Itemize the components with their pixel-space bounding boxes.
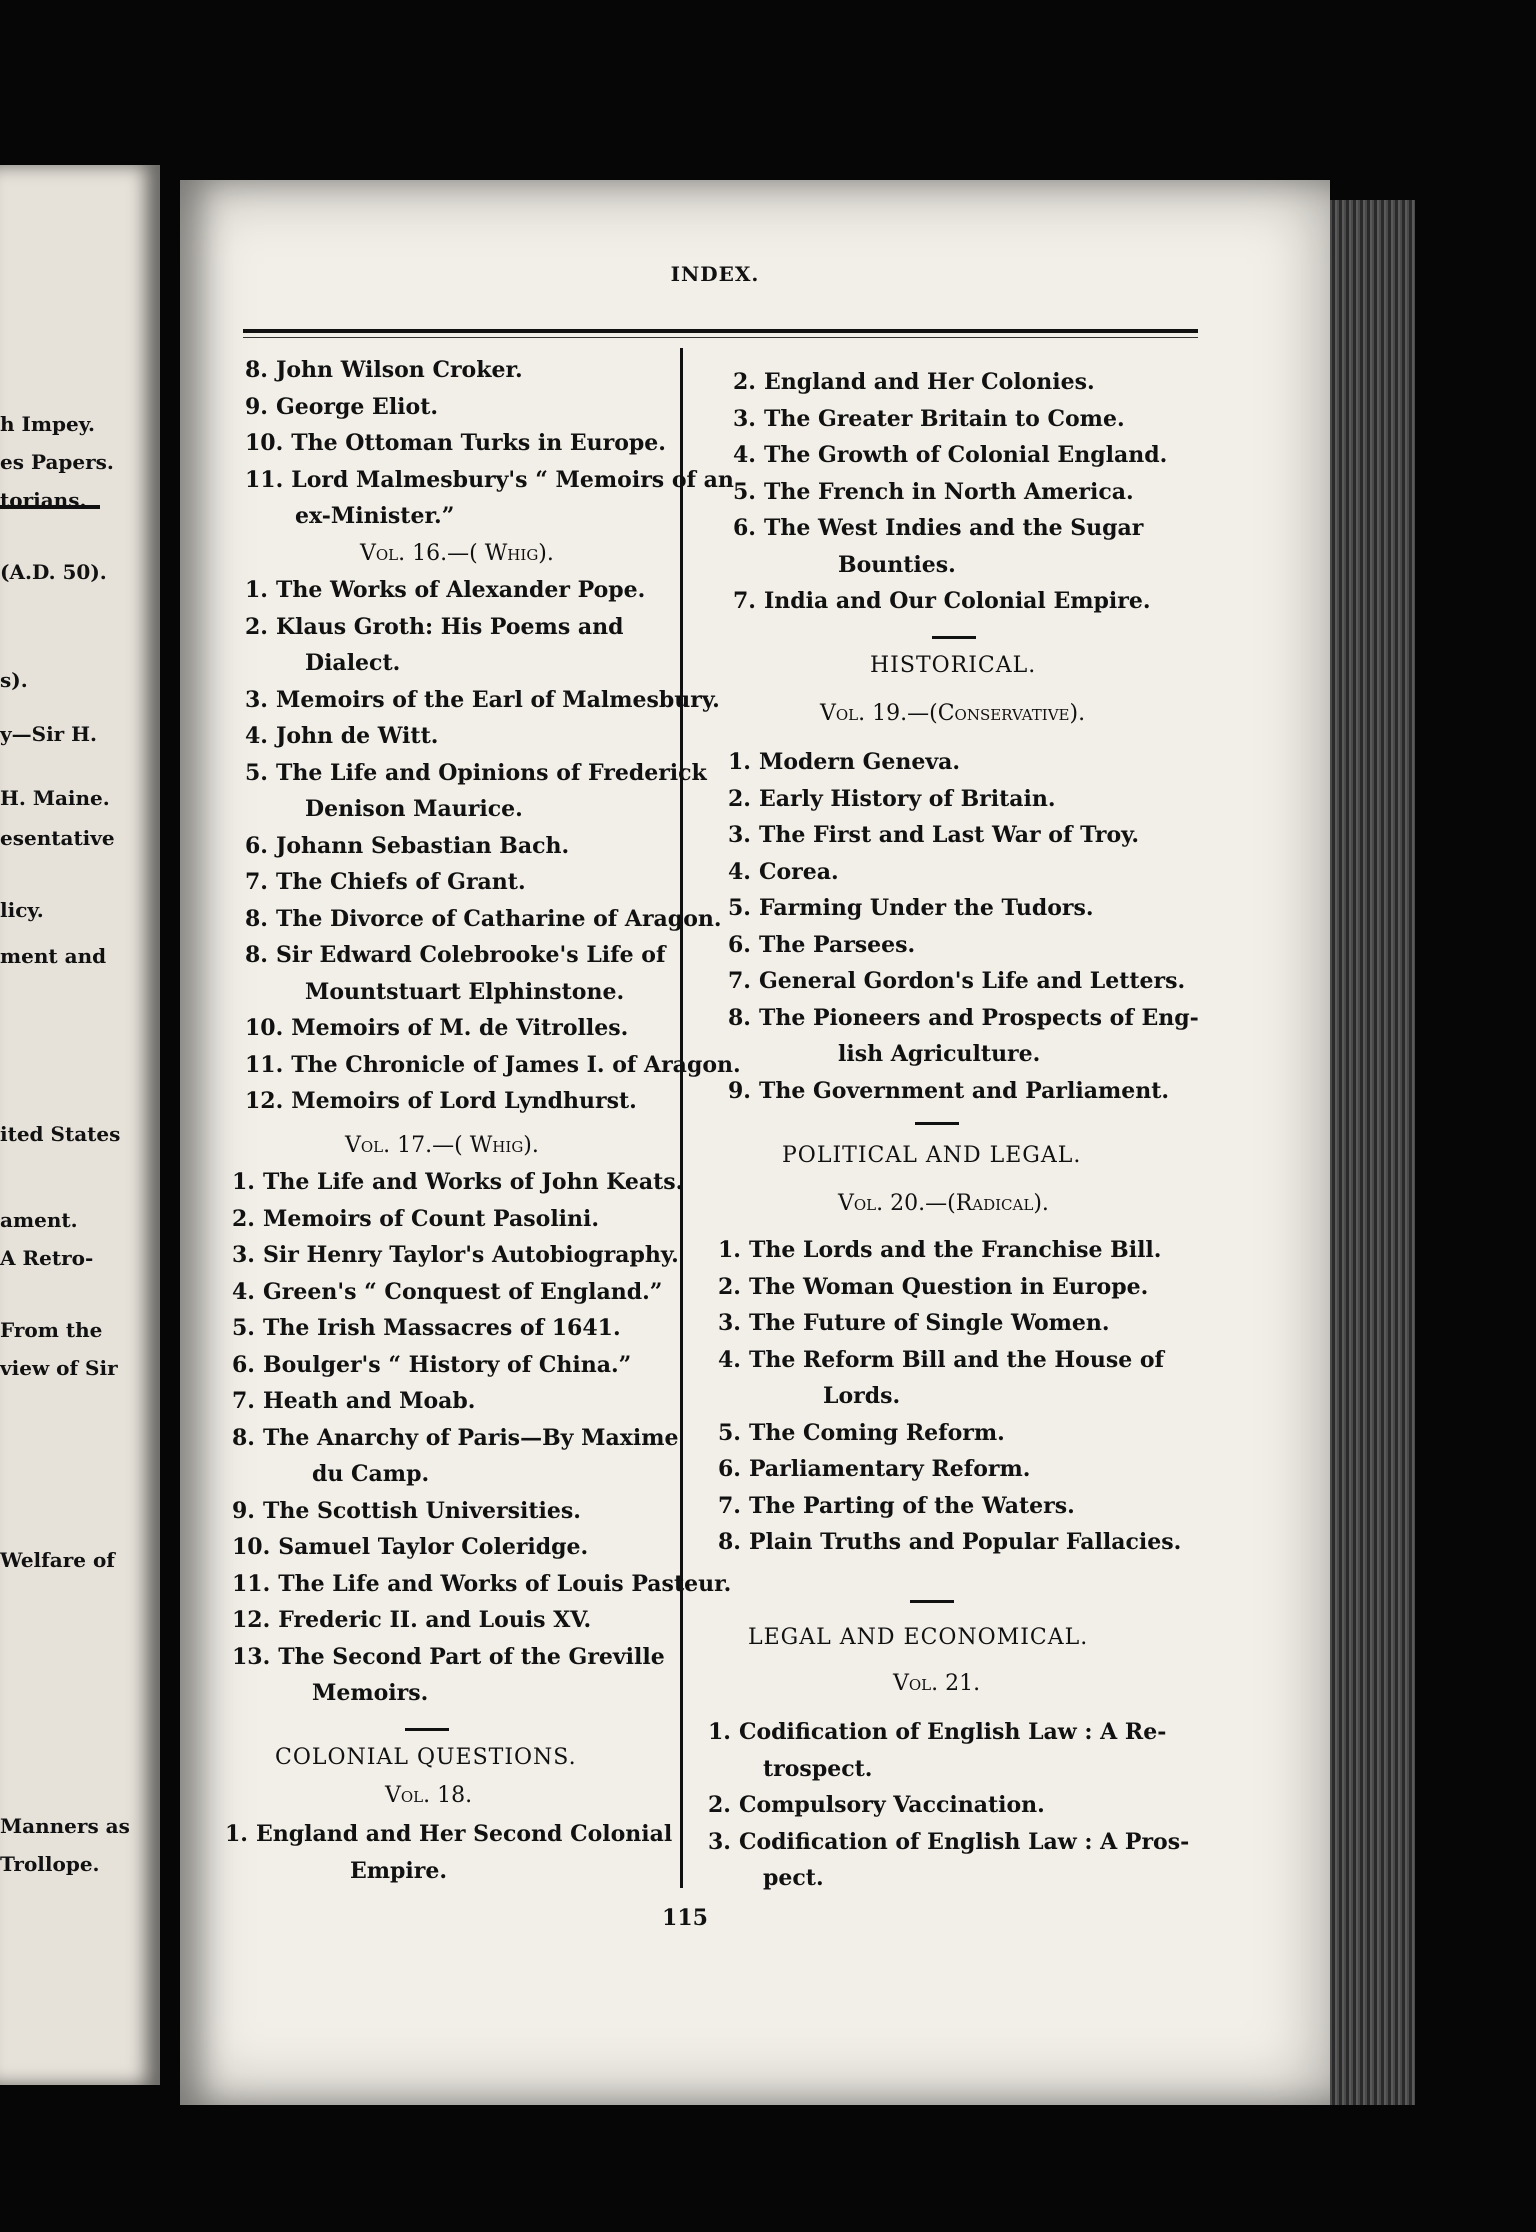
entry-title: Johann Sebastian Bach.: [275, 832, 570, 859]
index-entry: [708, 1828, 1189, 1856]
entry-title: John de Witt.: [275, 723, 439, 749]
entry-title: The Reform Bill and the House of: [748, 1346, 1165, 1373]
index-entry: [245, 466, 734, 494]
index-entry: [232, 1314, 621, 1342]
header-rule: [243, 329, 1198, 333]
entry-title: General Gordon's Life and Letters.: [758, 968, 1186, 994]
index-entry: [232, 1205, 599, 1233]
index-entry: [305, 978, 624, 1006]
entry-number: 1.: [232, 1169, 255, 1195]
index-entry: [245, 613, 624, 641]
entry-title: The Parting of the Waters.: [748, 1492, 1075, 1519]
entry-number: 10.: [232, 1534, 271, 1560]
entry-title: The Second Part of the Greville: [278, 1643, 665, 1670]
index-entry: [733, 405, 1125, 433]
index-entry: [718, 1346, 1164, 1374]
facing-page-text: Manners as: [0, 1814, 130, 1838]
index-entry: [305, 649, 400, 677]
entry-number: 10.: [245, 1015, 284, 1041]
facing-page-text: esentative: [0, 826, 115, 850]
volume-heading: Vol. 18.: [385, 1783, 473, 1808]
entry-number: 2.: [728, 785, 751, 812]
entry-title: John Wilson Croker.: [275, 357, 523, 383]
facing-page-text: ment and: [0, 944, 107, 968]
entry-title: The Chiefs of Grant.: [275, 869, 526, 895]
entry-title: The Scottish Universities.: [262, 1497, 581, 1524]
index-entry: [733, 441, 1167, 469]
entry-title: The Life and Opinions of Frederick: [275, 759, 707, 786]
index-entry: [728, 785, 1056, 813]
entry-number: 12.: [245, 1088, 284, 1114]
entry-number: 6.: [245, 832, 268, 859]
facing-page-text: Welfare of: [0, 1548, 115, 1572]
entry-number: 2.: [718, 1273, 741, 1300]
index-entry: [312, 1679, 428, 1707]
index-entry: [718, 1455, 1030, 1483]
column-divider: [680, 348, 683, 1888]
entry-title: Plain Truths and Popular Fallacies.: [748, 1529, 1182, 1555]
entry-title: Green's “ Conquest of England.”: [262, 1278, 663, 1305]
index-entry: [232, 1387, 475, 1415]
entry-number: 7.: [245, 869, 268, 895]
entry-number: 9.: [728, 1077, 751, 1104]
index-entry: [305, 795, 523, 823]
index-entry: [232, 1606, 591, 1634]
index-entry: [245, 759, 707, 787]
entry-title: The Greater Britain to Come.: [763, 405, 1125, 432]
entry-title: Samuel Taylor Coleridge.: [278, 1534, 589, 1560]
section-heading: POLITICAL AND LEGAL.: [782, 1143, 1082, 1168]
entry-number: 9.: [232, 1497, 255, 1524]
entry-title: George Eliot.: [275, 393, 439, 420]
entry-number: 8.: [245, 357, 268, 383]
entry-title: Frederic II. and Louis XV.: [278, 1607, 592, 1633]
index-entry: [232, 1497, 581, 1525]
facing-page-text: ament.: [0, 1208, 78, 1232]
entry-title: The Divorce of Catharine of Aragon.: [275, 905, 722, 932]
index-entry: [245, 722, 438, 750]
index-entry: [232, 1570, 731, 1598]
facing-page-text: es Papers.: [0, 450, 114, 474]
index-entry: [763, 1864, 824, 1892]
index-entry: [245, 868, 526, 896]
entry-title: Modern Geneva.: [758, 749, 961, 775]
entry-number: 3.: [708, 1828, 731, 1855]
entry-title: Codification of English Law : A Pros-: [738, 1828, 1190, 1855]
index-entry: [718, 1273, 1148, 1301]
entry-number: 2.: [232, 1205, 255, 1232]
facing-page-text: Trollope.: [0, 1852, 100, 1876]
section-dash: [910, 1600, 954, 1603]
index-entry: [312, 1460, 429, 1488]
entry-number: 5.: [245, 759, 268, 786]
entry-number: 3.: [245, 686, 268, 713]
facing-page-text: y—Sir H.: [0, 722, 98, 746]
entry-title: The First and Last War of Troy.: [758, 822, 1140, 848]
entry-number: 9.: [245, 393, 268, 420]
entry-title: Lord Malmesbury's “ Memoirs of an: [291, 466, 734, 493]
entry-number: 5.: [718, 1419, 741, 1446]
entry-number: 4.: [245, 723, 268, 749]
entry-title: pect.: [763, 1865, 824, 1891]
entry-title: The French in North America.: [763, 478, 1134, 505]
index-entry: [763, 1755, 872, 1783]
entry-number: 11.: [245, 466, 284, 493]
entry-number: 7.: [232, 1388, 255, 1414]
index-entry: [718, 1309, 1110, 1337]
index-entry: [245, 905, 722, 933]
index-entry: [232, 1278, 662, 1306]
entry-number: 4.: [718, 1346, 741, 1373]
index-entry: [718, 1492, 1075, 1520]
entry-number: 1.: [245, 577, 268, 603]
entry-title: The Chronicle of James I. of Aragon.: [291, 1051, 741, 1078]
index-entry: [245, 576, 645, 604]
entry-number: 8.: [245, 905, 268, 932]
entry-number: 12.: [232, 1607, 271, 1633]
entry-number: 6.: [232, 1351, 255, 1378]
entry-title: Empire.: [350, 1857, 448, 1884]
volume-heading: Vol. 20.—(Radical).: [838, 1191, 1049, 1216]
index-entry: [708, 1791, 1045, 1819]
entry-title: Sir Edward Colebrooke's Life of: [275, 942, 666, 968]
index-entry: [728, 858, 839, 886]
entry-title: The Works of Alexander Pope.: [275, 577, 646, 603]
entry-title: trospect.: [763, 1755, 873, 1782]
entry-title: Parliamentary Reform.: [748, 1456, 1031, 1482]
entry-number: 2.: [708, 1792, 731, 1818]
index-entry: [232, 1533, 588, 1561]
entry-number: 7.: [733, 588, 756, 614]
entry-title: Heath and Moab.: [262, 1388, 476, 1414]
index-entry: [245, 941, 665, 969]
index-entry: [245, 393, 438, 421]
entry-number: 4.: [728, 858, 751, 885]
volume-heading: Vol. 16.—( Whig).: [360, 541, 554, 566]
index-entry: [245, 1051, 741, 1079]
section-heading: COLONIAL QUESTIONS.: [275, 1745, 577, 1770]
index-entry: [718, 1528, 1181, 1556]
entry-number: 8.: [232, 1424, 255, 1451]
index-entry: [728, 1004, 1199, 1032]
entry-number: 1.: [718, 1237, 741, 1263]
entry-title: Corea.: [758, 858, 839, 885]
entry-title: Memoirs of M. de Vitrolles.: [291, 1015, 629, 1041]
entry-number: 7.: [718, 1492, 741, 1519]
entry-title: The Anarchy of Paris—By Maxime: [262, 1424, 679, 1451]
index-entry: [728, 967, 1185, 995]
entry-title: Early History of Britain.: [758, 785, 1056, 812]
entry-title: Dialect.: [305, 650, 401, 676]
entry-title: The Coming Reform.: [748, 1419, 1005, 1446]
entry-number: 11.: [245, 1051, 284, 1078]
entry-number: 5.: [232, 1315, 255, 1341]
entry-number: 5.: [728, 895, 751, 921]
section-heading: HISTORICAL.: [870, 653, 1037, 678]
section-heading: LEGAL AND ECONOMICAL.: [748, 1625, 1089, 1650]
index-entry: [838, 551, 956, 579]
facing-page-text: h Impey.: [0, 412, 96, 436]
entry-number: 1.: [225, 1821, 248, 1847]
index-entry: [838, 1040, 1040, 1068]
entry-title: The Growth of Colonial England.: [763, 442, 1168, 468]
entry-title: England and Her Second Colonial: [255, 1821, 673, 1847]
entry-number: 13.: [232, 1643, 271, 1670]
index-entry: [245, 429, 666, 457]
entry-title: England and Her Colonies.: [763, 369, 1095, 395]
index-entry: [232, 1351, 631, 1379]
index-entry: [295, 502, 454, 530]
index-entry: [718, 1236, 1161, 1264]
entry-title: Bounties.: [838, 551, 956, 578]
volume-heading: Vol. 17.—( Whig).: [345, 1133, 539, 1158]
entry-number: 3.: [718, 1310, 741, 1336]
index-entry: [232, 1241, 679, 1269]
facing-page-text: torians.: [0, 488, 87, 512]
index-entry: [232, 1424, 678, 1452]
entry-title: Memoirs of Lord Lyndhurst.: [291, 1088, 637, 1114]
entry-number: 6.: [728, 931, 751, 958]
index-entry: [728, 931, 915, 959]
header-rule-thin: [243, 337, 1198, 338]
index-entry: [823, 1382, 900, 1410]
entry-title: Denison Maurice.: [305, 796, 523, 822]
entry-title: The Irish Massacres of 1641.: [262, 1315, 621, 1341]
entry-title: The West Indies and the Sugar: [763, 515, 1144, 541]
index-entry: [245, 686, 720, 714]
entry-title: Memoirs of the Earl of Malmesbury.: [275, 686, 720, 713]
index-entry: [350, 1857, 447, 1885]
volume-heading: Vol. 19.—(Conservative).: [820, 701, 1086, 726]
index-entry: [733, 514, 1143, 542]
entry-title: The Government and Parliament.: [758, 1077, 1170, 1104]
entry-title: The Life and Works of John Keats.: [262, 1169, 684, 1195]
index-entry: [245, 1014, 628, 1042]
facing-page: [0, 165, 160, 2085]
section-dash: [932, 636, 976, 639]
entry-title: Lords.: [823, 1383, 901, 1409]
index-entry: [728, 1077, 1169, 1105]
entry-number: 7.: [728, 968, 751, 994]
running-head: INDEX.: [670, 262, 760, 286]
index-entry: [733, 587, 1150, 615]
index-entry: [232, 1168, 683, 1196]
section-dash: [405, 1728, 449, 1731]
entry-title: Mountstuart Elphinstone.: [305, 978, 625, 1005]
facing-page-text: s).: [0, 668, 28, 692]
entry-number: 3.: [733, 405, 756, 432]
entry-number: 3.: [232, 1242, 255, 1268]
entry-title: du Camp.: [312, 1461, 430, 1487]
entry-title: The Ottoman Turks in Europe.: [291, 430, 666, 456]
index-entry: [225, 1820, 672, 1848]
entry-number: 4.: [733, 442, 756, 468]
entry-title: The Woman Question in Europe.: [748, 1273, 1149, 1300]
entry-title: Memoirs of Count Pasolini.: [262, 1205, 600, 1232]
page-edges: [1323, 200, 1415, 2105]
facing-page-text: From the: [0, 1318, 103, 1342]
entry-title: Codification of English Law : A Re-: [738, 1719, 1167, 1745]
entry-title: India and Our Colonial Empire.: [763, 588, 1151, 614]
page-number: 115: [662, 1905, 708, 1931]
facing-page-text: (A.D. 50).: [0, 560, 107, 584]
entry-number: 1.: [728, 749, 751, 775]
entry-title: Compulsory Vaccination.: [738, 1792, 1045, 1818]
entry-number: 3.: [728, 822, 751, 848]
entry-title: Memoirs.: [312, 1680, 429, 1706]
index-entry: [708, 1718, 1166, 1746]
entry-number: 8.: [718, 1529, 741, 1555]
entry-title: ex-Minister.”: [295, 503, 455, 529]
index-entry: [728, 748, 960, 776]
index-entry: [733, 368, 1095, 396]
entry-number: 2.: [733, 369, 756, 395]
entry-number: 1.: [708, 1719, 731, 1745]
entry-title: Klaus Groth: His Poems and: [275, 613, 624, 640]
entry-title: The Pioneers and Prospects of Eng-: [758, 1004, 1199, 1031]
index-entry: [728, 894, 1094, 922]
facing-page-text: ited States: [0, 1122, 121, 1146]
facing-page-text: H. Maine.: [0, 786, 110, 810]
entry-title: The Life and Works of Louis Pasteur.: [278, 1570, 732, 1597]
index-entry: [718, 1419, 1005, 1447]
index-entry: [728, 821, 1139, 849]
entry-number: 8.: [728, 1004, 751, 1031]
volume-heading: Vol. 21.: [893, 1671, 981, 1696]
facing-page-text: licy.: [0, 898, 44, 922]
index-entry: [245, 356, 523, 384]
entry-number: 2.: [245, 613, 268, 640]
index-entry: [733, 478, 1134, 506]
entry-title: Sir Henry Taylor's Autobiography.: [262, 1242, 679, 1268]
entry-number: 10.: [245, 430, 284, 456]
entry-number: 6.: [718, 1456, 741, 1482]
entry-title: The Future of Single Women.: [748, 1310, 1110, 1336]
entry-number: 8.: [245, 942, 268, 968]
index-entry: [232, 1643, 665, 1671]
index-entry: [245, 1087, 637, 1115]
index-entry: [245, 832, 569, 860]
entry-title: lish Agriculture.: [838, 1041, 1041, 1067]
entry-title: Farming Under the Tudors.: [758, 895, 1094, 921]
entry-title: Boulger's “ History of China.”: [262, 1351, 632, 1378]
entry-number: 5.: [733, 478, 756, 505]
entry-number: 4.: [232, 1278, 255, 1305]
facing-page-text: view of Sir: [0, 1356, 118, 1380]
entry-title: The Parsees.: [758, 931, 916, 958]
facing-page-text: A Retro-: [0, 1246, 94, 1270]
section-dash: [915, 1122, 959, 1125]
entry-number: 6.: [733, 515, 756, 541]
entry-number: 11.: [232, 1570, 271, 1597]
entry-title: The Lords and the Franchise Bill.: [748, 1237, 1162, 1263]
